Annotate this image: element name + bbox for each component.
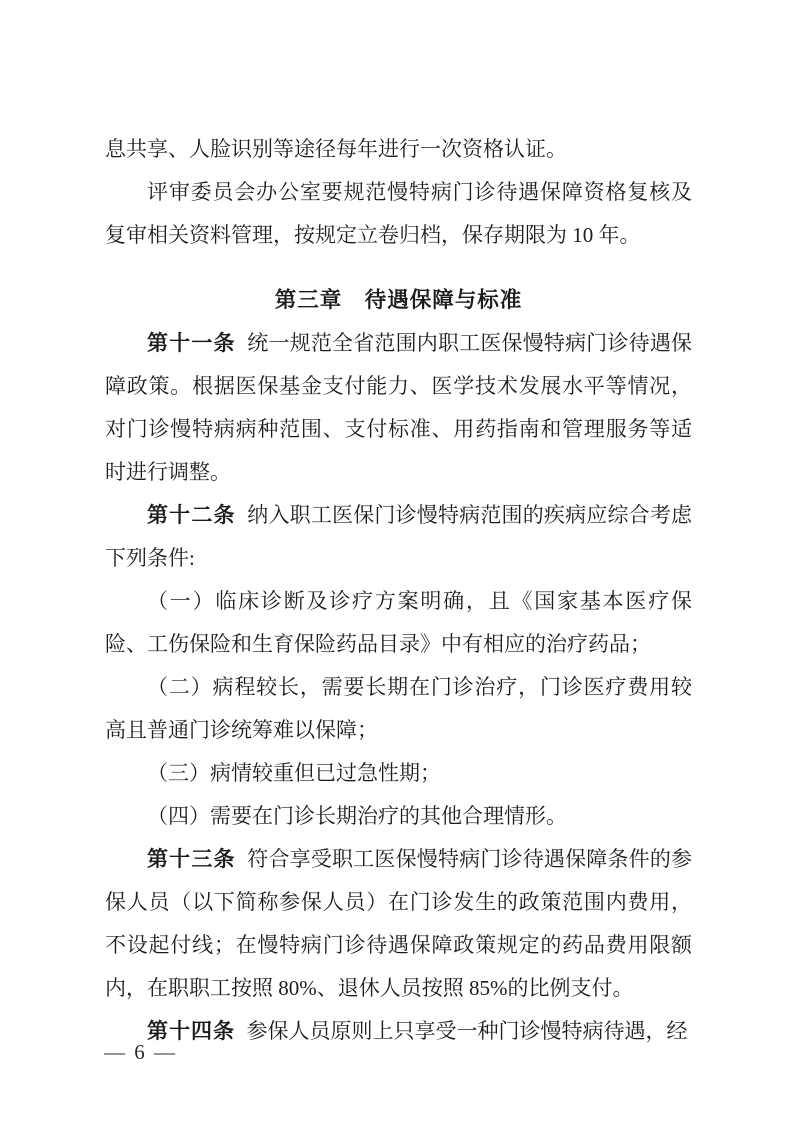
- article-label: 第十四条: [147, 1019, 235, 1043]
- article-text: 参保人员原则上只享受一种门诊慢特病待遇，经: [246, 1019, 688, 1043]
- body-paragraph: （四）需要在门诊长期治疗的其他合理情形。: [147, 804, 567, 828]
- document-body: [105, 128, 692, 1053]
- article-label: 第十一条: [147, 331, 236, 355]
- body-paragraph: （三）病情较重但已过急性期；: [147, 761, 441, 785]
- page-number-text: — 6 —: [104, 1040, 177, 1064]
- body-paragraph: 评审委员会办公室要规范慢特病门诊待遇保障资格复核及复审相关资料管理，按规定立卷归档，保存期限为 10 年。: [105, 180, 692, 247]
- article-text: 统一规范全省范围内职工医保慢特病门诊待遇保障政策。根据医保基金支付能力、医学技术发展水平等情况，对门诊慢特病病种范围、支付标准、用药指南和管理服务等适时进行调整。: [105, 331, 693, 484]
- chapter-heading: 第三章 待遇保障与标准: [274, 288, 523, 312]
- article-paragraph: [105, 322, 692, 494]
- body-paragraph: 息共享、人脸识别等途径每年进行一次资格认证。: [105, 137, 567, 161]
- article-label: 第十二条: [147, 503, 236, 527]
- body-paragraph: （一）临床诊断及诊疗方案明确，且《国家基本医疗保险、工伤保险和生育保险药品目录》中有相应的治疗药品；: [105, 589, 692, 656]
- article-text: 符合享受职工医保慢特病门诊待遇保障条件的参保人员（以下简称参保人员）在门诊发生的政策范围内费用，不设起付线；在慢特病门诊待遇保障政策规定的药品费用限额内，在职职工按照 80%、退休人员按照 85%的比例支付。: [105, 847, 693, 1000]
- article-paragraph: [105, 1010, 692, 1053]
- article-label: 第十三条: [147, 847, 236, 871]
- page-number: [104, 1038, 177, 1066]
- article-text: 纳入职工医保门诊慢特病范围的疾病应综合考虑下列条件:: [105, 503, 693, 570]
- article-paragraph: [105, 838, 692, 1010]
- body-paragraph: （二）病程较长，需要长期在门诊治疗，门诊医疗费用较高且普通门诊统筹难以保障；: [105, 675, 692, 742]
- article-paragraph: [105, 494, 692, 580]
